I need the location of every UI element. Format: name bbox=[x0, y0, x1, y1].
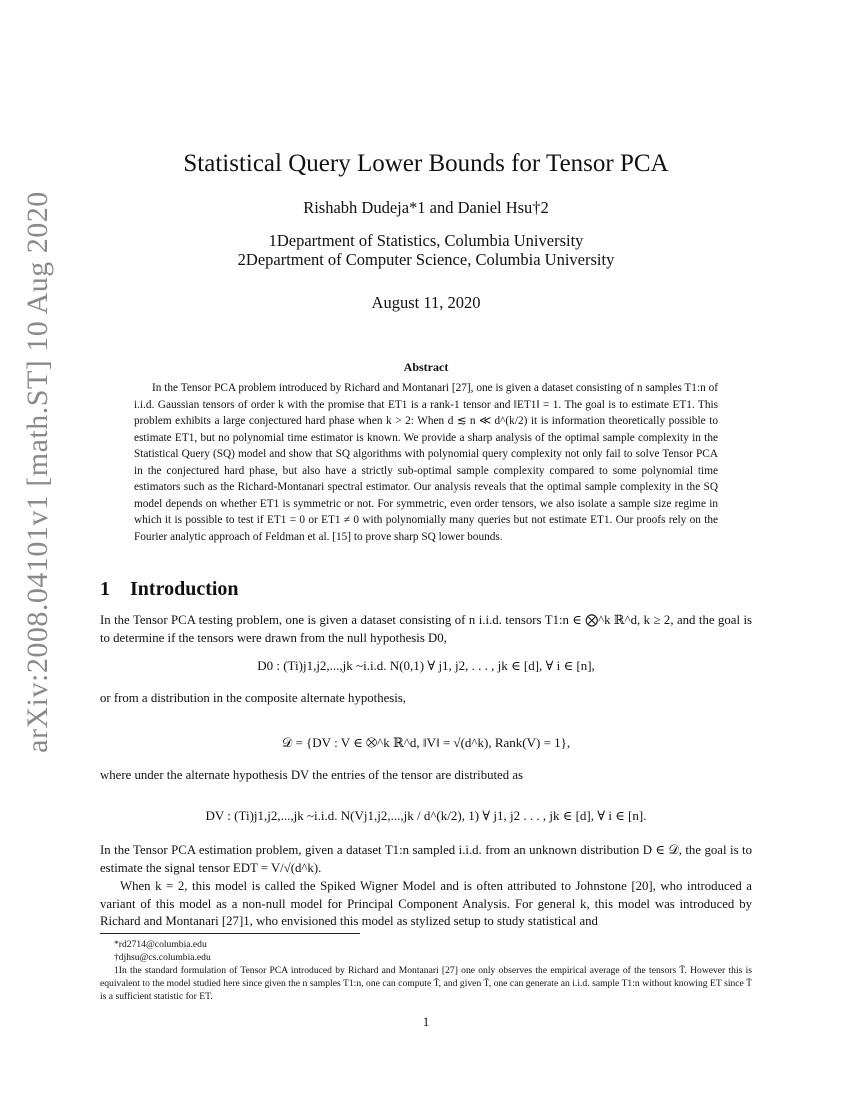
arxiv-identifier: arXiv:2008.04101v1 [math.ST] 10 Aug 2020 bbox=[21, 191, 54, 753]
intro-paragraph-2: or from a distribution in the composite alternate hypothesis, bbox=[100, 691, 406, 705]
intro-paragraph-1: In the Tensor PCA testing problem, one is given a dataset consisting of n i.i.d. tensors T1:n ∈ ⨂^k ℝ^d, k ≥ 2, and the goal is to determine if the tensors were drawn from the null hypothesis D0, bbox=[100, 613, 752, 645]
intro-paragraph-4: In the Tensor PCA estimation problem, given a dataset T1:n sampled i.i.d. from an unknown distribution D ∈ 𝒟, the goal is to estimate the signal tensor EDT = V/√(d^k). bbox=[100, 843, 752, 875]
footnote-email-2: †djhsu@cs.columbia.edu bbox=[114, 952, 211, 963]
abstract-heading: Abstract bbox=[403, 360, 449, 374]
intro-paragraph-3: where under the alternate hypothesis DV the entries of the tensor are distributed as bbox=[100, 768, 523, 782]
footnote-1: 1In the standard formulation of Tensor PCA introduced by Richard and Montanari [27] one only observes the empirical average of the tensors T̄. However this is equivalent to the model studied here since given the n samples T1:n, one can compute T̄, and given T̄, one can generate an i.i.d. sample T1:n without knowing ET since T̄ is a sufficient statistic for ET. bbox=[100, 965, 752, 1002]
paper-date: August 11, 2020 bbox=[371, 293, 481, 312]
page-number: 1 bbox=[422, 1014, 430, 1029]
equation-alternate-hypothesis: 𝒟 = {DV : V ∈ ⨂^k ℝ^d, ‖V‖ = √(d^k), Rank(V) = 1}, bbox=[281, 735, 571, 750]
section-heading bbox=[100, 578, 239, 601]
abstract-text: In the Tensor PCA problem introduced by Richard and Montanari [27], one is given a dataset consisting of n samples T1:n of i.i.d. Gaussian tensors of order k with the promise that ET1 is a rank-1 tensor and ‖ET1‖ = 1. The goal is to estimate ET1. This problem exhibits a large conjectured hard phase when k > 2: When d ≲ n ≪ d^(k/2) it is information theoretically possible to estimate ET1, but no polynomial time estimator is known. We provide a sharp analysis of the optimal sample complexity in the Statistical Query (SQ) model and show that SQ algorithms with polynomial query complexity not only fail to solve Tensor PCA in the conjectured hard phase, but also have a strictly sub-optimal sample complexity compared to some polynomial time estimators such as the Richard-Montanari spectral estimator. Our analysis reveals that the optimal sample complexity in the SQ model depends on whether ET1 is symmetric or not. For symmetric, even order tensors, we also isolate a sample size regime in which it is possible to test if ET1 = 0 or ET1 ≠ 0 with polynomially many queries but not estimate ET1. Our proofs rely on the Fourier analytic approach of Feldman et al. [15] to prove sharp SQ lower bounds. bbox=[134, 382, 718, 543]
paper-title: Statistical Query Lower Bounds for Tensor PCA bbox=[183, 150, 669, 177]
intro-paragraph-5: When k = 2, this model is called the Spiked Wigner Model and is often attributed to Johnstone [20], who introduced a variant of this model as a non-null model for Principal Component Analysis. For general k, this model was introduced by Richard and Montanari [27]1, who envisioned this model as stylized setup to study statistical and bbox=[100, 879, 752, 928]
footnote-email-1: *rd2714@columbia.edu bbox=[114, 939, 207, 950]
equation-null-hypothesis: D0 : (Ti)j1,j2,...,jk ~i.i.d. N(0,1) ∀ j1, j2, . . . , jk ∈ [d], ∀ i ∈ [n], bbox=[257, 658, 595, 673]
footnotes bbox=[100, 938, 752, 1003]
affiliation-2: 2Department of Computer Science, Columbia University bbox=[237, 250, 615, 269]
section-title: Introduction bbox=[130, 578, 239, 600]
footnote-rule bbox=[100, 933, 360, 934]
affiliation-1: 1Department of Statistics, Columbia University bbox=[268, 231, 584, 250]
section-number: 1 bbox=[100, 578, 110, 600]
paper-authors: Rishabh Dudeja*1 and Daniel Hsu†2 bbox=[303, 198, 549, 217]
equation-alternate-distribution: DV : (Ti)j1,j2,...,jk ~i.i.d. N(Vj1,j2,...,jk / d^(k/2), 1) ∀ j1, j2 . . . , jk ∈ [d], ∀ i ∈ [n]. bbox=[205, 808, 647, 823]
arxiv-stamp bbox=[18, 191, 58, 753]
